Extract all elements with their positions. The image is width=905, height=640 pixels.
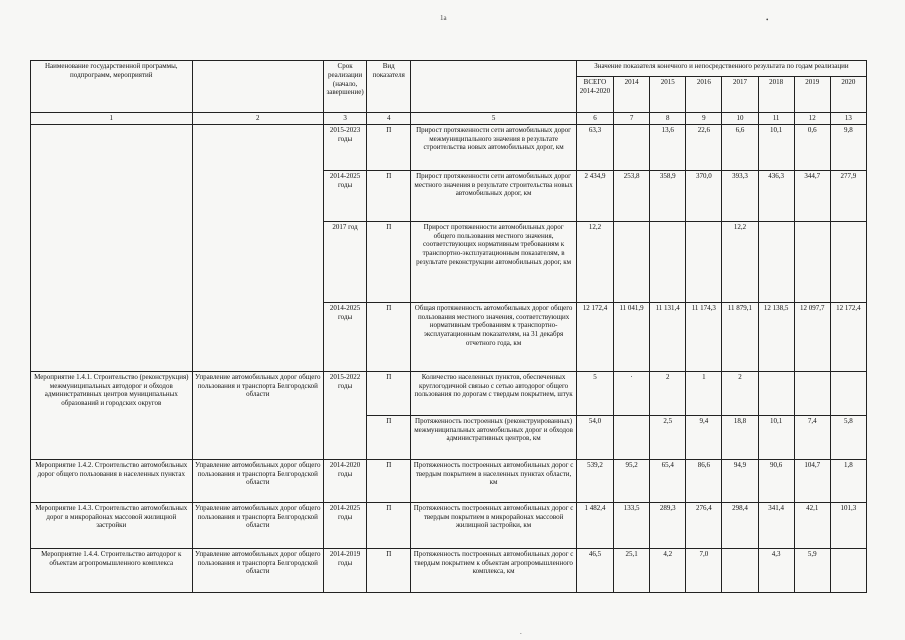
measure-term-cell: 2015-2022 годы: [324, 371, 367, 459]
value-cell: 10,1: [758, 124, 794, 170]
measure-term-cell: 2014-2019 годы: [324, 548, 367, 592]
table-row: [31, 502, 867, 548]
type-cell: П: [367, 548, 411, 592]
measure-executor-cell: Управление автомобильных дорог общего пользования и транспорта Белгородской области: [192, 502, 323, 548]
value-cell: 277,9: [830, 170, 866, 221]
value-cell: 11 879,1: [722, 302, 758, 371]
value-cell: 90,6: [758, 459, 794, 502]
column-number: 2: [192, 113, 323, 125]
value-cell: 22,6: [686, 124, 722, 170]
value-cell: 298,4: [722, 502, 758, 548]
header-executor: [192, 61, 323, 113]
indicator-cell: Прирост протяженности сети автомобильных дорог местного значения в результате строительства новых автомобильных дорог, км: [411, 170, 577, 221]
value-cell: 7,4: [794, 415, 830, 459]
column-number: 5: [411, 113, 577, 125]
column-number: 7: [614, 113, 650, 125]
value-cell: 436,3: [758, 170, 794, 221]
term-cell: 2014-2025 годы: [324, 170, 367, 221]
value-cell: 344,7: [794, 170, 830, 221]
header-year: 2019: [794, 77, 830, 113]
value-cell: [758, 221, 794, 302]
type-cell: П: [367, 124, 411, 170]
header-total: ВСЕГО 2014-2020: [576, 77, 613, 113]
value-cell: 11 041,9: [614, 302, 650, 371]
value-cell: 25,1: [614, 548, 650, 592]
value-cell: 2 434,9: [576, 170, 613, 221]
value-cell: 133,5: [614, 502, 650, 548]
column-number: 11: [758, 113, 794, 125]
value-cell: 13,6: [650, 124, 686, 170]
value-cell: 539,2: [576, 459, 613, 502]
measure-executor-cell: Управление автомобильных дорог общего пользования и транспорта Белгородской области: [192, 371, 323, 459]
table-row: [31, 548, 867, 592]
value-cell: 9,4: [686, 415, 722, 459]
value-cell: 2: [650, 371, 686, 415]
measure-executor-cell: Управление автомобильных дорог общего пользования и транспорта Белгородской области: [192, 548, 323, 592]
type-cell: П: [367, 302, 411, 371]
indicator-cell: Протяженность построенных (реконструированных) межмуниципальных автомобильных дорог и обходов административных центров, км: [411, 415, 577, 459]
measure-term-cell: 2014-2020 годы: [324, 459, 367, 502]
value-cell: 12 172,4: [576, 302, 613, 371]
value-cell: 5,8: [830, 415, 866, 459]
value-cell: 1 482,4: [576, 502, 613, 548]
header-year: 2020: [830, 77, 866, 113]
value-cell: 12 097,7: [794, 302, 830, 371]
column-number: 8: [650, 113, 686, 125]
value-cell: [614, 124, 650, 170]
header-indicator-name: [411, 61, 577, 113]
column-number: 6: [576, 113, 613, 125]
type-cell: П: [367, 221, 411, 302]
header-year: 2014: [614, 77, 650, 113]
page-mark-top: 1a: [440, 14, 447, 22]
header-term: Срок реализации (начало, завершение): [324, 61, 367, 113]
table-row: [31, 459, 867, 502]
type-cell: П: [367, 415, 411, 459]
column-number: 9: [686, 113, 722, 125]
value-cell: [686, 221, 722, 302]
value-cell: 12 172,4: [830, 302, 866, 371]
value-cell: [830, 548, 866, 592]
value-cell: 94,9: [722, 459, 758, 502]
header-indicator-type: Вид показателя: [367, 61, 411, 113]
header-values-group: Значение показателя конечного и непосредственного результата по годам реализации: [576, 61, 866, 77]
value-cell: 5,9: [794, 548, 830, 592]
indicator-table: [30, 60, 867, 593]
type-cell: П: [367, 459, 411, 502]
executor-cell: [192, 124, 323, 371]
column-numbers-row: [31, 113, 867, 125]
value-cell: 12,2: [576, 221, 613, 302]
column-number: 1: [31, 113, 193, 125]
value-cell: 65,4: [650, 459, 686, 502]
type-cell: П: [367, 170, 411, 221]
measure-term-cell: 2014-2025 годы: [324, 502, 367, 548]
value-cell: [794, 371, 830, 415]
value-cell: 54,0: [576, 415, 613, 459]
value-cell: 101,3: [830, 502, 866, 548]
value-cell: 12 138,5: [758, 302, 794, 371]
value-cell: [794, 221, 830, 302]
value-cell: 1: [686, 371, 722, 415]
type-cell: П: [367, 502, 411, 548]
program-cell: [31, 124, 193, 371]
header-program-name: Наименование государственной программы, подпрограмм, мероприятий: [31, 61, 193, 113]
column-number: 4: [367, 113, 411, 125]
value-cell: [722, 548, 758, 592]
value-cell: 7,0: [686, 548, 722, 592]
indicator-cell: Протяженность построенных автомобильных дорог с твердым покрытием в населенных пунктах области, км: [411, 459, 577, 502]
value-cell: [614, 415, 650, 459]
value-cell: 11 174,3: [686, 302, 722, 371]
header-year: 2016: [686, 77, 722, 113]
header-year: 2017: [722, 77, 758, 113]
measure-name-cell: Мероприятие 1.4.2. Строительство автомобильных дорог общего пользования в населенных пунктах: [31, 459, 193, 502]
measure-name-cell: Мероприятие 1.4.3. Строительство автомобильных дорог в микрорайонах массовой жилищной застройки: [31, 502, 193, 548]
value-cell: 6,6: [722, 124, 758, 170]
value-cell: 289,3: [650, 502, 686, 548]
term-cell: 2017 год: [324, 221, 367, 302]
value-cell: [830, 221, 866, 302]
measure-name-cell: Мероприятие 1.4.1. Строительство (реконструкция) межмуниципальных автодорог и обходов административных центров муниципальных образований и городских округов: [31, 371, 193, 459]
value-cell: [830, 371, 866, 415]
value-cell: 4,2: [650, 548, 686, 592]
value-cell: 104,7: [794, 459, 830, 502]
indicator-cell: Общая протяженность автомобильных дорог общего пользования местного значения, соответствующих нормативным требованиям к транспортно-эксплуатационным показателям, на 31 декабря отчетного года, км: [411, 302, 577, 371]
value-cell: 393,3: [722, 170, 758, 221]
type-cell: П: [367, 371, 411, 415]
value-cell: ·: [614, 371, 650, 415]
value-cell: 63,3: [576, 124, 613, 170]
value-cell: 42,1: [794, 502, 830, 548]
column-number: 13: [830, 113, 866, 125]
value-cell: 11 131,4: [650, 302, 686, 371]
value-cell: [614, 221, 650, 302]
value-cell: 2,5: [650, 415, 686, 459]
value-cell: 86,6: [686, 459, 722, 502]
value-cell: [758, 371, 794, 415]
indicator-cell: Прирост протяженности автомобильных дорог общего пользования местного значения, соответствующих нормативным требованиям к транспортно-эксплуатационным показателям, в результате реконструкции автомобильных дорог, км: [411, 221, 577, 302]
value-cell: 12,2: [722, 221, 758, 302]
header-year: 2018: [758, 77, 794, 113]
value-cell: 18,8: [722, 415, 758, 459]
term-cell: 2015-2023 годы: [324, 124, 367, 170]
column-number: 10: [722, 113, 758, 125]
value-cell: 276,4: [686, 502, 722, 548]
table-row: [31, 124, 867, 170]
value-cell: 2: [722, 371, 758, 415]
indicator-cell: Протяженность построенных автомобильных дорог с твердым покрытием к объектам агропромышленного комплекса, км: [411, 548, 577, 592]
value-cell: 253,8: [614, 170, 650, 221]
value-cell: 10,1: [758, 415, 794, 459]
indicator-cell: Количество населенных пунктов, обеспеченных круглогодичной связью с сетью автодорог общего пользования по дорогам с твердым покрытием, штук: [411, 371, 577, 415]
value-cell: 95,2: [614, 459, 650, 502]
column-number: 12: [794, 113, 830, 125]
header-year: 2015: [650, 77, 686, 113]
page-mark-dot: •: [766, 16, 769, 24]
measure-name-cell: Мероприятие 1.4.4. Строительство автодорог к объектам агропромышленного комплекса: [31, 548, 193, 592]
indicator-cell: Протяженность построенных автомобильных дорог с твердым покрытием в микрорайонах массовой жилищной застройки, км: [411, 502, 577, 548]
table-row: [31, 371, 867, 415]
value-cell: [650, 221, 686, 302]
value-cell: 370,0: [686, 170, 722, 221]
page-mark-bottom: .: [520, 628, 522, 636]
value-cell: 0,6: [794, 124, 830, 170]
value-cell: 4,3: [758, 548, 794, 592]
value-cell: 341,4: [758, 502, 794, 548]
value-cell: 46,5: [576, 548, 613, 592]
value-cell: 5: [576, 371, 613, 415]
value-cell: 9,8: [830, 124, 866, 170]
value-cell: 1,8: [830, 459, 866, 502]
table-body: [31, 124, 867, 592]
column-number: 3: [324, 113, 367, 125]
indicator-cell: Прирост протяженности сети автомобильных дорог межмуниципального значения в результате строительства новых автомобильных дорог, км: [411, 124, 577, 170]
value-cell: 358,9: [650, 170, 686, 221]
measure-executor-cell: Управление автомобильных дорог общего пользования и транспорта Белгородской области: [192, 459, 323, 502]
term-cell: 2014-2025 годы: [324, 302, 367, 371]
